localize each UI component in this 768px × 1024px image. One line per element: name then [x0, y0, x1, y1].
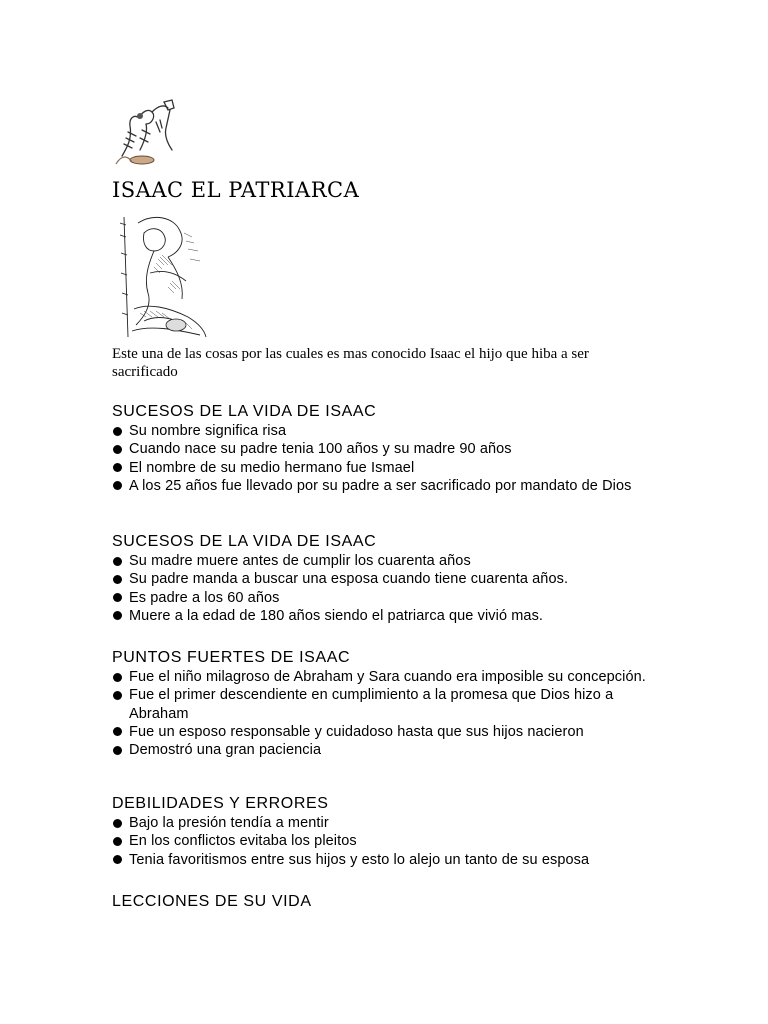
bullet-dot-icon — [113, 611, 122, 620]
list-item: En los conflictos evitaba los pleitos — [112, 832, 672, 850]
list-item: Fue el niño milagroso de Abraham y Sara cuando era imposible su concepción. — [112, 668, 672, 686]
list-item: Es padre a los 60 años — [112, 589, 672, 607]
section-heading: SUCESOS DE LA VIDA DE ISAAC — [112, 403, 377, 420]
section-puntos-fuertes — [112, 648, 672, 759]
bullet-dot-icon — [113, 691, 122, 700]
section-debilidades — [112, 794, 672, 869]
list-item: Su madre muere antes de cumplir los cuarenta años — [112, 552, 672, 570]
bullet-dot-icon — [113, 427, 122, 436]
list-item: A los 25 años fue llevado por su padre a ser sacrificado por mandato de Dios — [112, 477, 672, 495]
section-heading: LECCIONES DE SU VIDA — [112, 893, 312, 910]
page-title: ISAAC EL PATRIARCA — [112, 178, 360, 202]
bullet-dot-icon — [113, 746, 122, 755]
bullet-dot-icon — [113, 837, 122, 846]
section-sucesos-2 — [112, 532, 672, 625]
list-item: Su nombre significa risa — [112, 422, 672, 440]
abraham-isaac-engraving-icon — [114, 213, 212, 341]
bullet-dot-icon — [113, 819, 122, 828]
list-item: Fue un esposo responsable y cuidadoso hasta que sus hijos nacieron — [112, 723, 672, 741]
bullet-dot-icon — [113, 673, 122, 682]
section-sucesos-1 — [112, 402, 672, 495]
list-item: Cuando nace su padre tenia 100 años y su madre 90 años — [112, 440, 672, 458]
bullet-dot-icon — [113, 855, 122, 864]
sacrifice-clipart-icon — [112, 98, 184, 168]
bullet-dot-icon — [113, 481, 122, 490]
section-heading: SUCESOS DE LA VIDA DE ISAAC — [112, 533, 377, 550]
section-lecciones — [112, 892, 672, 912]
list-item: Tenia favoritismos entre sus hijos y esto lo alejo un tanto de su esposa — [112, 851, 672, 869]
bullet-dot-icon — [113, 445, 122, 454]
intro-paragraph: Este una de las cosas por las cuales es mas conocido Isaac el hijo que hiba a ser sacrificado — [112, 346, 589, 380]
list-item: Fue el primer descendiente en cumplimiento a la promesa que Dios hizo a Abraham — [112, 686, 672, 723]
bullet-dot-icon — [113, 557, 122, 566]
bullet-list — [112, 814, 672, 869]
list-item: Demostró una gran paciencia — [112, 741, 672, 759]
bullet-dot-icon — [113, 727, 122, 736]
bullet-list — [112, 422, 672, 495]
list-item: Muere a la edad de 180 años siendo el patriarca que vivió mas. — [112, 607, 672, 625]
list-item: Bajo la presión tendía a mentir — [112, 814, 672, 832]
list-item: El nombre de su medio hermano fue Ismael — [112, 459, 672, 477]
bullet-dot-icon — [113, 575, 122, 584]
bullet-list — [112, 668, 672, 759]
bullet-list — [112, 552, 672, 625]
section-heading: PUNTOS FUERTES DE ISAAC — [112, 649, 351, 666]
bullet-dot-icon — [113, 593, 122, 602]
section-heading: DEBILIDADES Y ERRORES — [112, 795, 329, 812]
list-item: Su padre manda a buscar una esposa cuando tiene cuarenta años. — [112, 570, 672, 588]
bullet-dot-icon — [113, 463, 122, 472]
